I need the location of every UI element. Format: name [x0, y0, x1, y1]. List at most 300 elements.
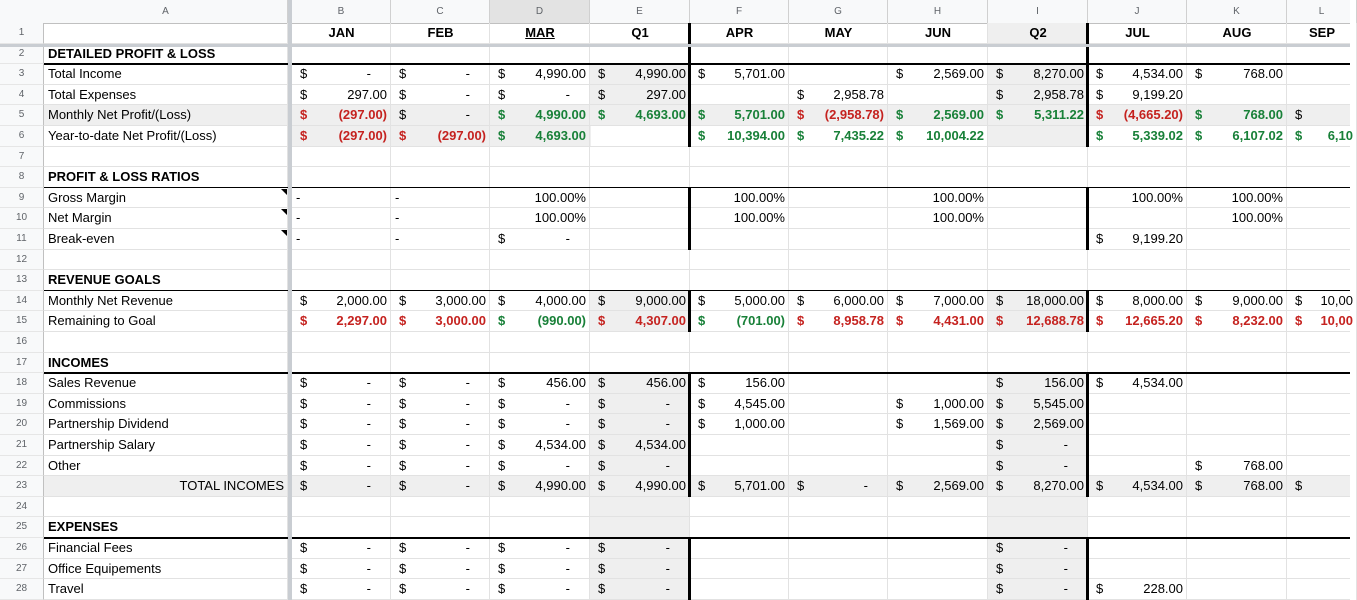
- value-cell[interactable]: -: [296, 189, 301, 205]
- currency-symbol: $: [498, 416, 506, 432]
- currency-symbol: $: [1096, 581, 1104, 597]
- value-cell[interactable]: -: [565, 457, 570, 473]
- row-number[interactable]: 4: [0, 85, 44, 106]
- value-cell[interactable]: -: [1063, 437, 1068, 452]
- row-label: Travel: [48, 581, 84, 597]
- value-cell[interactable]: 768.00: [1243, 478, 1283, 494]
- value-cell[interactable]: 4,990.00: [635, 66, 686, 82]
- value-cell[interactable]: -: [565, 560, 570, 576]
- currency-symbol: $: [1096, 66, 1104, 82]
- row-number[interactable]: 27: [0, 559, 44, 580]
- value-cell[interactable]: (701.00): [736, 313, 785, 329]
- row-number[interactable]: 6: [0, 126, 44, 147]
- column-header-i[interactable]: I: [988, 0, 1088, 23]
- value-cell[interactable]: -: [465, 395, 470, 411]
- value-cell[interactable]: 4,431.00: [933, 313, 984, 329]
- value-cell[interactable]: -: [366, 66, 371, 82]
- column-header-h[interactable]: H: [888, 0, 988, 23]
- value-cell[interactable]: 297.00: [646, 86, 686, 102]
- currency-symbol: $: [1295, 107, 1303, 123]
- value-cell[interactable]: 5,701.00: [734, 107, 785, 123]
- value-cell[interactable]: -: [366, 478, 371, 494]
- currency-symbol: $: [300, 128, 308, 143]
- value-cell[interactable]: 2,958.78: [1033, 86, 1084, 102]
- currency-symbol: $: [598, 313, 606, 329]
- row-label: Net Margin: [48, 210, 112, 226]
- currency-symbol: $: [399, 313, 407, 329]
- value-cell[interactable]: -: [665, 416, 670, 432]
- currency-symbol: $: [498, 437, 506, 452]
- currency-symbol: $: [996, 540, 1004, 555]
- value-cell[interactable]: 7,435.22: [833, 128, 884, 143]
- value-cell[interactable]: 768.00: [1243, 457, 1283, 473]
- value-cell[interactable]: 5,701.00: [734, 478, 785, 494]
- value-cell[interactable]: -: [465, 437, 470, 452]
- currency-symbol: $: [498, 375, 506, 391]
- currency-symbol: $: [797, 107, 805, 123]
- row-number[interactable]: 24: [0, 497, 44, 518]
- value-cell[interactable]: -: [565, 540, 570, 555]
- value-cell[interactable]: 10,00: [1320, 292, 1353, 308]
- currency-symbol: $: [698, 313, 706, 329]
- comment-indicator[interactable]: [281, 209, 287, 215]
- month-header-may: MAY: [824, 25, 853, 40]
- value-cell[interactable]: -: [465, 540, 470, 555]
- value-cell[interactable]: -: [465, 107, 470, 123]
- value-cell[interactable]: 5,701.00: [734, 66, 785, 82]
- value-cell[interactable]: -: [366, 416, 371, 432]
- currency-symbol: $: [1295, 292, 1303, 308]
- value-cell[interactable]: -: [1063, 457, 1068, 473]
- row-number[interactable]: 10: [0, 208, 44, 229]
- value-cell[interactable]: 5,311.22: [1034, 107, 1084, 123]
- row-number[interactable]: 26: [0, 538, 44, 559]
- currency-symbol: $: [399, 66, 407, 82]
- value-cell[interactable]: 1,569.00: [933, 416, 984, 432]
- currency-symbol: $: [300, 395, 308, 411]
- value-cell[interactable]: -: [465, 375, 470, 391]
- currency-symbol: $: [300, 560, 308, 576]
- currency-symbol: $: [797, 292, 805, 308]
- value-cell[interactable]: -: [565, 86, 570, 102]
- value-cell[interactable]: 100.00%: [1131, 189, 1183, 205]
- value-cell[interactable]: 9,199.20: [1132, 231, 1183, 246]
- currency-symbol: $: [498, 107, 506, 123]
- value-cell[interactable]: -: [395, 189, 400, 205]
- currency-symbol: $: [896, 66, 904, 82]
- column-header-e[interactable]: E: [590, 0, 690, 23]
- value-cell[interactable]: 1,000.00: [734, 416, 785, 432]
- value-cell[interactable]: 6,000.00: [833, 292, 884, 308]
- currency-symbol: $: [300, 416, 308, 432]
- currency-symbol: $: [498, 292, 506, 308]
- currency-symbol: $: [498, 313, 506, 329]
- currency-symbol: $: [300, 540, 308, 555]
- currency-symbol: $: [797, 86, 805, 102]
- currency-symbol: $: [1195, 457, 1203, 473]
- row-label: PROFIT & LOSS RATIOS: [48, 169, 200, 185]
- currency-symbol: $: [598, 560, 606, 576]
- value-cell[interactable]: 9,000.00: [1232, 292, 1283, 308]
- currency-symbol: $: [399, 540, 407, 555]
- value-cell[interactable]: -: [296, 231, 301, 246]
- currency-symbol: $: [1295, 478, 1303, 494]
- row-label: DETAILED PROFIT & LOSS: [48, 45, 216, 61]
- value-cell[interactable]: 4,990.00: [535, 478, 586, 494]
- month-header-jun: JUN: [924, 25, 951, 40]
- value-cell[interactable]: 100.00%: [534, 210, 586, 226]
- column-header-f[interactable]: F: [690, 0, 789, 23]
- value-cell[interactable]: 12,665.20: [1125, 313, 1183, 329]
- value-cell[interactable]: -: [1063, 581, 1068, 597]
- value-cell[interactable]: 2,569.00: [933, 478, 984, 494]
- value-cell[interactable]: 5,000.00: [734, 292, 785, 308]
- currency-symbol: $: [996, 313, 1004, 329]
- row-label: Monthly Net Revenue: [48, 292, 174, 308]
- row-number[interactable]: 14: [0, 291, 44, 312]
- row-number[interactable]: 16: [0, 332, 44, 353]
- currency-symbol: $: [698, 395, 706, 411]
- value-cell[interactable]: -: [665, 395, 670, 411]
- value-cell[interactable]: 456.00: [646, 375, 686, 391]
- column-header-k[interactable]: K: [1187, 0, 1287, 23]
- column-header-c[interactable]: C: [391, 0, 490, 23]
- row-label: EXPENSES: [48, 519, 119, 535]
- value-cell[interactable]: 100.00%: [733, 210, 785, 226]
- currency-symbol: $: [896, 292, 904, 308]
- currency-symbol: $: [1195, 107, 1203, 123]
- row-number[interactable]: 25: [0, 517, 44, 538]
- value-cell[interactable]: 100.00%: [932, 189, 984, 205]
- value-cell[interactable]: 8,270.00: [1033, 478, 1084, 494]
- row-number[interactable]: 13: [0, 270, 44, 291]
- column-header-a[interactable]: A: [44, 0, 288, 23]
- currency-symbol: $: [300, 107, 308, 123]
- currency-symbol: $: [399, 292, 407, 308]
- currency-symbol: $: [797, 313, 805, 329]
- value-cell[interactable]: 10,00: [1320, 313, 1353, 329]
- currency-symbol: $: [996, 478, 1004, 494]
- value-cell[interactable]: 2,569.00: [1033, 416, 1084, 432]
- value-cell[interactable]: -: [465, 478, 470, 494]
- row-number[interactable]: 22: [0, 456, 44, 477]
- month-header-q1: Q1: [631, 25, 649, 40]
- currency-symbol: $: [1195, 292, 1203, 308]
- column-header-j[interactable]: J: [1088, 0, 1187, 23]
- currency-symbol: $: [598, 107, 606, 123]
- row-label: Partnership Dividend: [48, 416, 169, 432]
- currency-symbol: $: [399, 581, 407, 597]
- value-cell[interactable]: 4,990.00: [535, 107, 586, 123]
- value-cell[interactable]: -: [565, 581, 570, 597]
- value-cell[interactable]: 3,000.00: [435, 313, 486, 329]
- currency-symbol: $: [698, 292, 706, 308]
- value-cell[interactable]: (4,665.20): [1123, 107, 1183, 123]
- value-cell[interactable]: -: [465, 581, 470, 597]
- month-header-jan: JAN: [328, 25, 355, 40]
- value-cell[interactable]: 6,10: [1327, 128, 1353, 143]
- column-header-bar: [0, 0, 1350, 24]
- month-header-q2: Q2: [1029, 25, 1047, 40]
- value-cell[interactable]: 2,958.78: [833, 86, 884, 102]
- row-label: Commissions: [48, 395, 127, 411]
- row-number[interactable]: 2: [0, 44, 44, 65]
- value-cell[interactable]: [1287, 105, 1357, 126]
- value-cell[interactable]: 1,000.00: [933, 395, 984, 411]
- currency-symbol: $: [399, 128, 407, 143]
- currency-symbol: $: [598, 457, 606, 473]
- currency-symbol: $: [996, 375, 1004, 391]
- comment-indicator[interactable]: [281, 230, 287, 236]
- row-label: REVENUE GOALS: [48, 272, 161, 288]
- row-label: Monthly Net Profit/(Loss): [48, 107, 192, 123]
- value-cell[interactable]: 4,534.00: [635, 437, 686, 452]
- comment-indicator[interactable]: [281, 189, 287, 195]
- row-number[interactable]: 15: [0, 311, 44, 332]
- value-cell[interactable]: -: [366, 437, 371, 452]
- currency-symbol: $: [698, 416, 706, 432]
- currency-symbol: $: [797, 478, 805, 494]
- value-cell[interactable]: -: [465, 66, 470, 82]
- value-cell[interactable]: 4,534.00: [535, 437, 586, 452]
- currency-symbol: $: [300, 313, 308, 329]
- value-cell[interactable]: 100.00%: [1231, 210, 1283, 226]
- currency-symbol: $: [498, 231, 506, 246]
- currency-symbol: $: [698, 107, 706, 123]
- currency-symbol: $: [598, 375, 606, 391]
- month-header-apr: APR: [725, 25, 754, 40]
- value-cell[interactable]: 768.00: [1243, 66, 1283, 82]
- value-cell[interactable]: 8,270.00: [1033, 66, 1084, 82]
- value-cell[interactable]: 4,545.00: [734, 395, 785, 411]
- value-cell[interactable]: 18,000.00: [1026, 292, 1084, 308]
- value-cell[interactable]: -: [296, 210, 301, 226]
- value-cell[interactable]: -: [665, 457, 670, 473]
- value-cell[interactable]: -: [565, 231, 570, 246]
- value-cell[interactable]: 4,990.00: [635, 478, 686, 494]
- value-cell[interactable]: -: [465, 86, 470, 102]
- row-number[interactable]: 12: [0, 250, 44, 271]
- row-number[interactable]: 20: [0, 414, 44, 435]
- value-cell[interactable]: 100.00%: [932, 210, 984, 226]
- currency-symbol: $: [300, 375, 308, 391]
- value-cell[interactable]: 4,534.00: [1132, 478, 1183, 494]
- column-header-g[interactable]: G: [789, 0, 888, 23]
- value-cell[interactable]: 10,004.22: [926, 128, 984, 143]
- value-cell[interactable]: 2,569.00: [933, 66, 984, 82]
- row-number[interactable]: 28: [0, 579, 44, 600]
- currency-symbol: $: [399, 560, 407, 576]
- value-cell[interactable]: 9,199.20: [1132, 86, 1183, 102]
- value-cell[interactable]: 10,394.00: [727, 128, 785, 143]
- row-number[interactable]: 3: [0, 64, 44, 85]
- row-number[interactable]: 21: [0, 435, 44, 456]
- row-label: Gross Margin: [48, 189, 127, 205]
- value-cell[interactable]: 12,688.78: [1026, 313, 1084, 329]
- currency-symbol: $: [498, 457, 506, 473]
- currency-symbol: $: [1096, 86, 1104, 102]
- column-header-d[interactable]: D: [490, 0, 590, 23]
- currency-symbol: $: [1195, 478, 1203, 494]
- row-number[interactable]: 8: [0, 167, 44, 188]
- value-cell[interactable]: -: [1063, 540, 1068, 555]
- row-label: Partnership Salary: [48, 437, 155, 452]
- currency-symbol: $: [399, 107, 407, 123]
- row-label: Total Income: [48, 66, 122, 82]
- value-cell[interactable]: -: [863, 478, 868, 494]
- value-cell[interactable]: (297.00): [437, 128, 486, 143]
- currency-symbol: $: [1096, 313, 1104, 329]
- currency-symbol: $: [698, 128, 706, 143]
- currency-symbol: $: [399, 416, 407, 432]
- row-label: Other: [48, 457, 81, 473]
- currency-symbol: $: [300, 86, 308, 102]
- currency-symbol: $: [1096, 292, 1104, 308]
- month-header-sep: SEP: [1308, 25, 1335, 40]
- row-label: Break-even: [48, 231, 115, 246]
- value-cell[interactable]: 228.00: [1143, 581, 1183, 597]
- currency-symbol: $: [498, 86, 506, 102]
- value-cell[interactable]: 9,000.00: [635, 292, 686, 308]
- value-cell[interactable]: -: [395, 210, 400, 226]
- currency-symbol: $: [498, 581, 506, 597]
- value-cell[interactable]: -: [465, 416, 470, 432]
- value-cell[interactable]: 100.00%: [733, 189, 785, 205]
- value-cell[interactable]: 2,569.00: [933, 107, 984, 123]
- value-cell[interactable]: [1287, 476, 1357, 497]
- currency-symbol: $: [598, 395, 606, 411]
- value-cell[interactable]: -: [565, 416, 570, 432]
- value-cell[interactable]: -: [366, 581, 371, 597]
- value-cell[interactable]: -: [366, 395, 371, 411]
- row-number[interactable]: 19: [0, 394, 44, 415]
- currency-symbol: $: [896, 416, 904, 432]
- value-cell[interactable]: 4,534.00: [1132, 66, 1183, 82]
- value-cell[interactable]: 2,000.00: [336, 292, 387, 308]
- value-cell[interactable]: -: [465, 560, 470, 576]
- currency-symbol: $: [300, 66, 308, 82]
- value-cell[interactable]: 768.00: [1243, 107, 1283, 123]
- value-cell[interactable]: 6,107.02: [1232, 128, 1283, 143]
- value-cell[interactable]: 4,693.00: [535, 128, 586, 143]
- row-label: Financial Fees: [48, 540, 133, 555]
- currency-symbol: $: [996, 292, 1004, 308]
- row-number[interactable]: 9: [0, 188, 44, 209]
- currency-symbol: $: [498, 128, 506, 143]
- row-number[interactable]: 17: [0, 353, 44, 374]
- currency-symbol: $: [698, 66, 706, 82]
- currency-symbol: $: [598, 416, 606, 432]
- value-cell[interactable]: 156.00: [745, 375, 785, 391]
- value-cell[interactable]: 4,534.00: [1132, 375, 1183, 391]
- currency-symbol: $: [1096, 231, 1104, 246]
- value-cell[interactable]: 156.00: [1044, 375, 1084, 391]
- value-cell[interactable]: -: [395, 231, 400, 246]
- value-cell[interactable]: 2,297.00: [336, 313, 387, 329]
- currency-symbol: $: [1096, 107, 1104, 123]
- row-number[interactable]: 5: [0, 105, 44, 126]
- currency-symbol: $: [598, 437, 606, 452]
- currency-symbol: $: [300, 581, 308, 597]
- value-cell[interactable]: (990.00): [537, 313, 586, 329]
- value-cell[interactable]: 100.00%: [1231, 189, 1283, 205]
- currency-symbol: $: [1096, 128, 1104, 143]
- currency-symbol: $: [698, 478, 706, 494]
- currency-symbol: $: [1096, 375, 1104, 391]
- row-number[interactable]: 18: [0, 373, 44, 394]
- currency-symbol: $: [1195, 128, 1203, 143]
- currency-symbol: $: [598, 66, 606, 82]
- row-label: Office Equipements: [48, 560, 162, 576]
- currency-symbol: $: [399, 375, 407, 391]
- currency-symbol: $: [598, 292, 606, 308]
- value-cell[interactable]: (297.00): [338, 107, 387, 123]
- value-cell[interactable]: 297.00: [347, 86, 387, 102]
- currency-symbol: $: [598, 478, 606, 494]
- currency-symbol: $: [996, 560, 1004, 576]
- value-cell[interactable]: 8,232.00: [1232, 313, 1283, 329]
- row-number[interactable]: 11: [0, 229, 44, 250]
- month-header-aug: AUG: [1222, 25, 1252, 40]
- value-cell[interactable]: 456.00: [546, 375, 586, 391]
- row-number[interactable]: 1: [0, 23, 44, 44]
- value-cell[interactable]: 5,339.02: [1132, 128, 1183, 143]
- value-cell[interactable]: -: [366, 540, 371, 555]
- value-cell[interactable]: 4,990.00: [535, 66, 586, 82]
- value-cell[interactable]: -: [565, 395, 570, 411]
- value-cell[interactable]: -: [366, 457, 371, 473]
- currency-symbol: $: [996, 437, 1004, 452]
- value-cell[interactable]: -: [665, 581, 670, 597]
- currency-symbol: $: [399, 457, 407, 473]
- value-cell[interactable]: (297.00): [338, 128, 387, 143]
- value-cell[interactable]: 100.00%: [534, 189, 586, 205]
- value-cell[interactable]: 5,545.00: [1033, 395, 1084, 411]
- currency-symbol: $: [1195, 313, 1203, 329]
- value-cell[interactable]: 7,000.00: [933, 292, 984, 308]
- value-cell[interactable]: -: [665, 560, 670, 576]
- row-label: Remaining to Goal: [48, 313, 156, 329]
- value-cell[interactable]: -: [366, 375, 371, 391]
- currency-symbol: $: [598, 540, 606, 555]
- value-cell[interactable]: 4,693.00: [635, 107, 686, 123]
- value-cell[interactable]: -: [366, 560, 371, 576]
- column-header-l[interactable]: L: [1287, 0, 1357, 23]
- row-number[interactable]: 23: [0, 476, 44, 497]
- column-header-b[interactable]: B: [292, 0, 391, 23]
- currency-symbol: $: [996, 107, 1004, 123]
- row-label: INCOMES: [48, 354, 109, 370]
- value-cell[interactable]: 4,307.00: [635, 313, 686, 329]
- row-number[interactable]: 7: [0, 147, 44, 168]
- row-label: Year-to-date Net Profit/(Loss): [48, 128, 217, 143]
- currency-symbol: $: [498, 478, 506, 494]
- value-cell[interactable]: 8,958.78: [833, 313, 884, 329]
- currency-symbol: $: [300, 292, 308, 308]
- currency-symbol: $: [896, 478, 904, 494]
- value-cell[interactable]: (2,958.78): [824, 107, 884, 123]
- currency-symbol: $: [498, 66, 506, 82]
- value-cell[interactable]: -: [665, 540, 670, 555]
- value-cell[interactable]: -: [465, 457, 470, 473]
- value-cell[interactable]: 3,000.00: [435, 292, 486, 308]
- currency-symbol: $: [300, 478, 308, 494]
- value-cell[interactable]: 4,000.00: [535, 292, 586, 308]
- value-cell[interactable]: -: [1063, 560, 1068, 576]
- row-label: TOTAL INCOMES: [179, 478, 284, 494]
- currency-symbol: $: [996, 395, 1004, 411]
- value-cell[interactable]: 8,000.00: [1132, 292, 1183, 308]
